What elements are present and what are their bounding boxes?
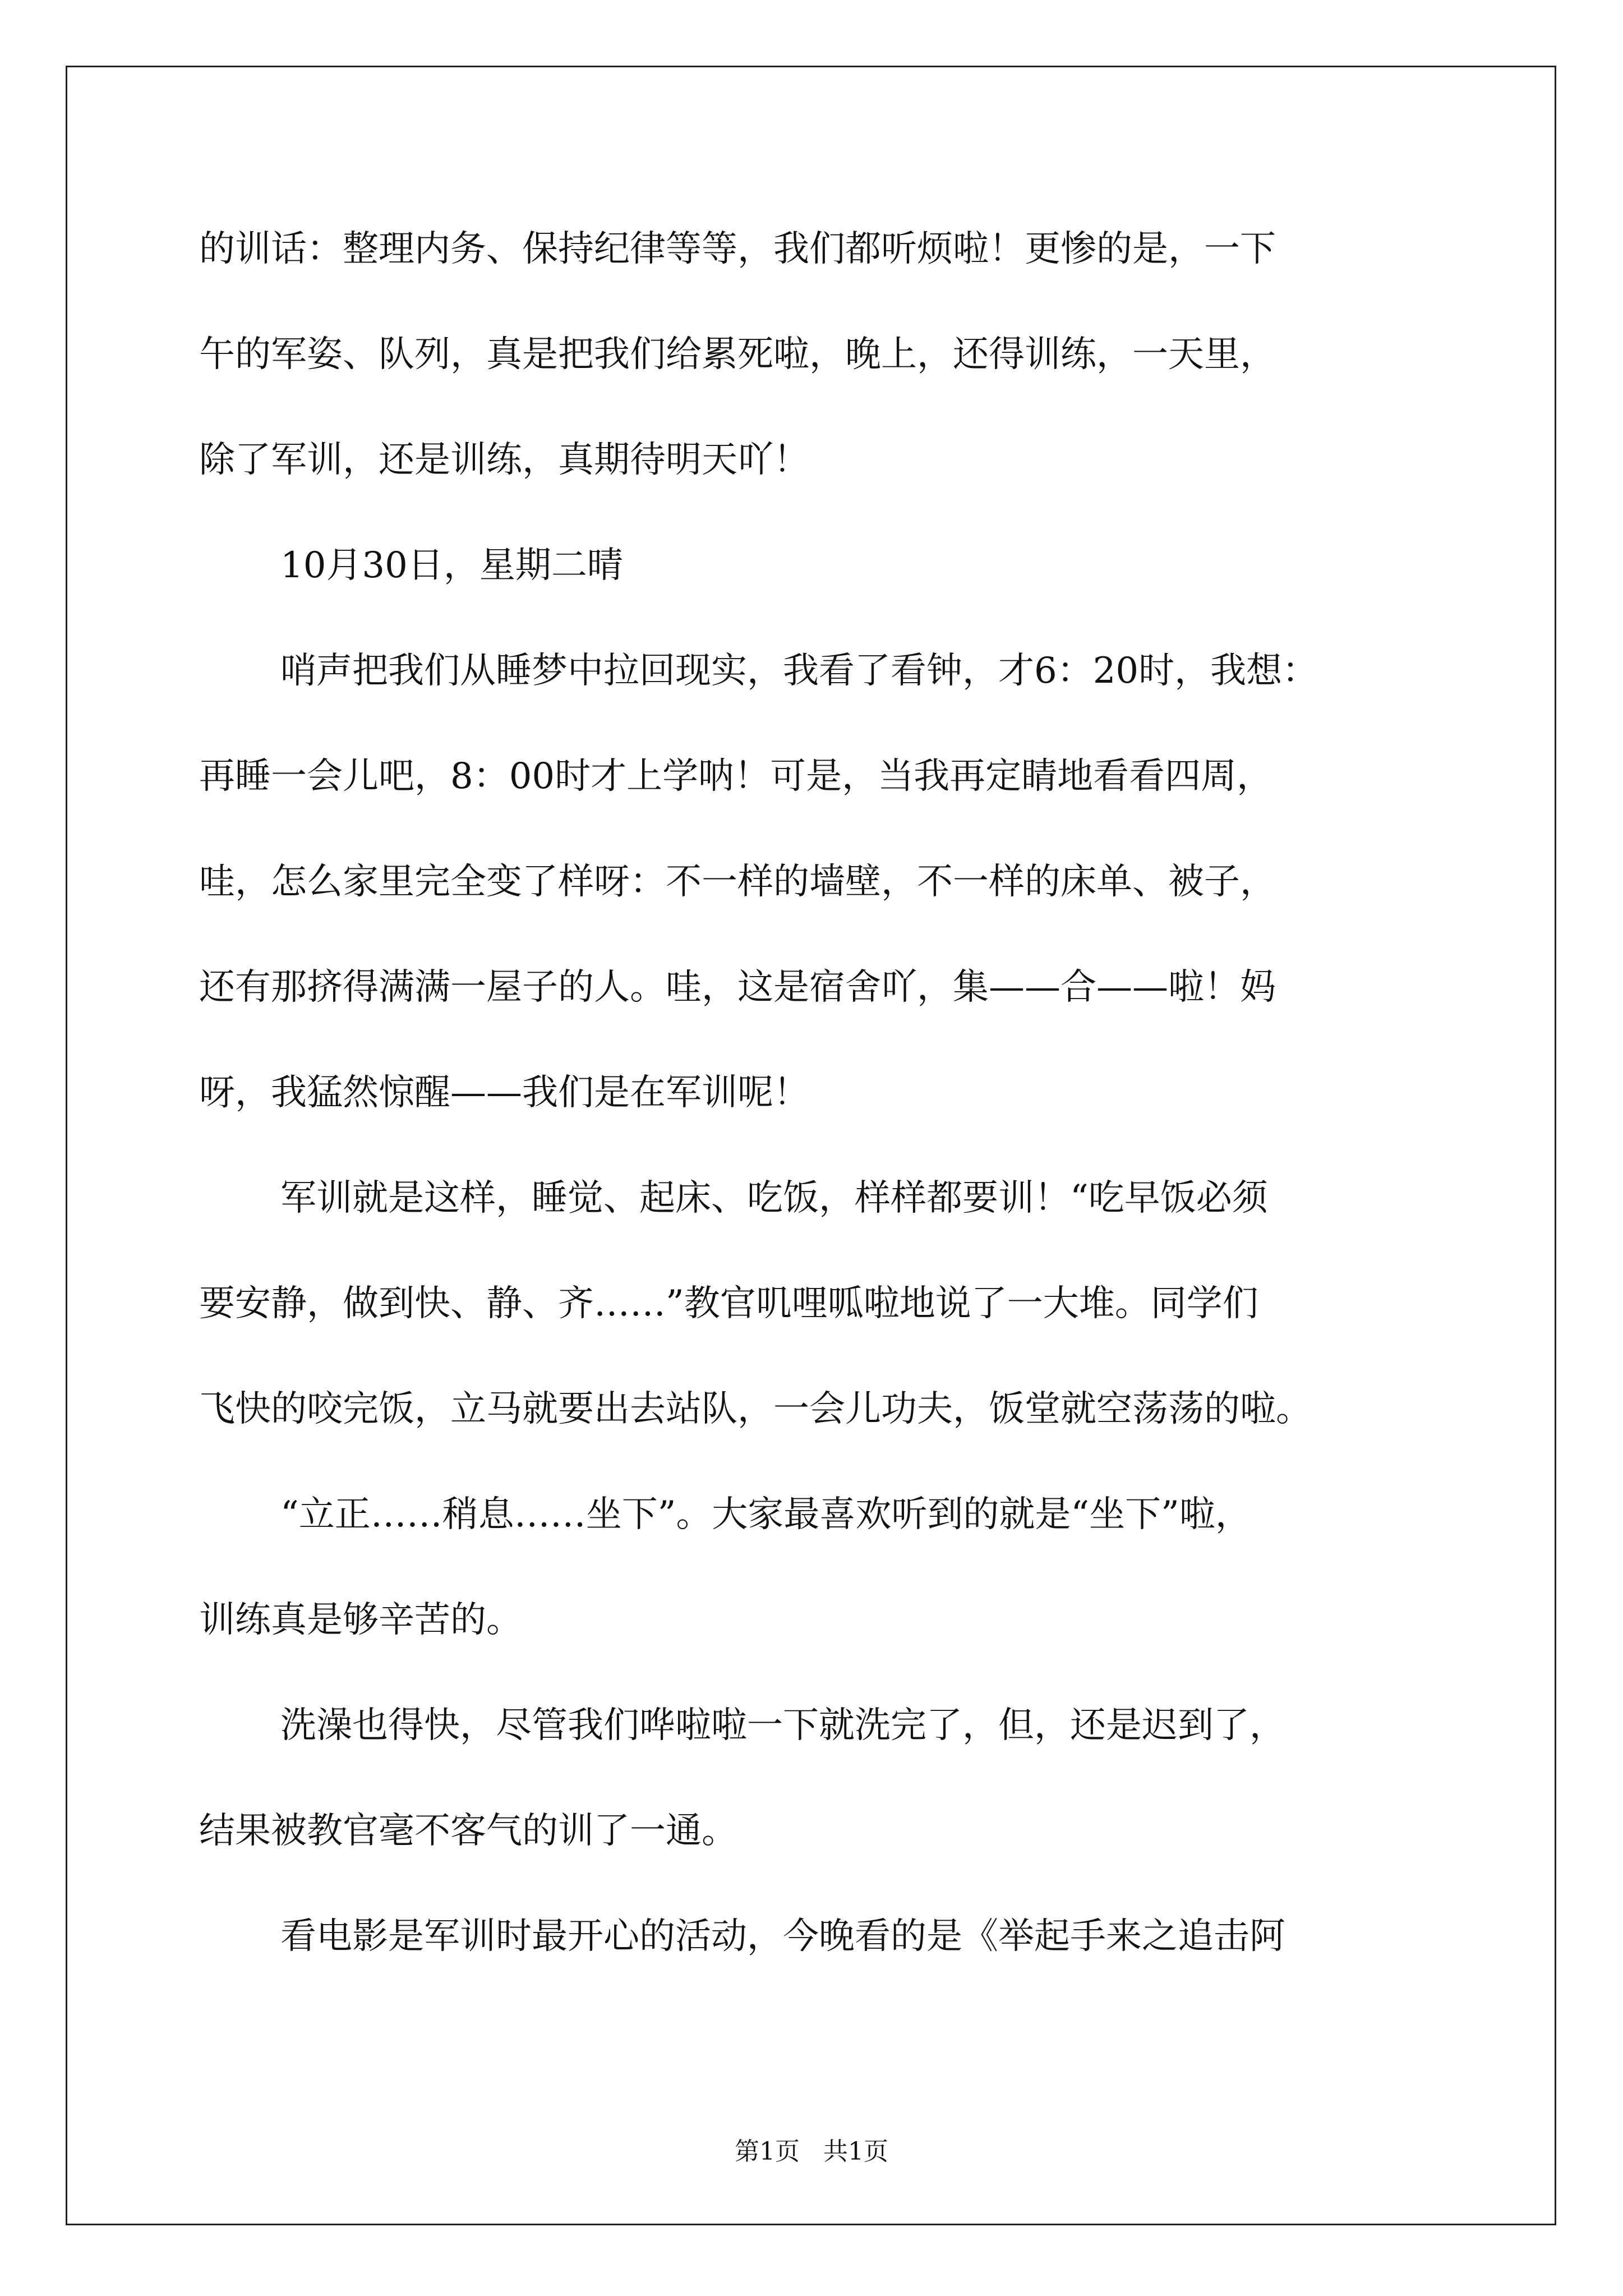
page-footer: 第1页 共1页 xyxy=(735,2137,888,2166)
text-line: 洗澡也得快，尽管我们哗啦啦一下就洗完了，但，还是迟到了， xyxy=(280,1705,1285,1746)
text-line: 的训话：整理内务、保持纪律等等，我们都听烦啦！更惨的是，一下 xyxy=(199,228,1276,270)
text-line: 飞快的咬完饭，立马就要出去站队，一会儿功夫，饭堂就空荡荡的啦。 xyxy=(199,1388,1312,1430)
text-line: 再睡一会儿吧，8：00时才上学呐！可是，当我再定睛地看看四周， xyxy=(199,756,1273,797)
text-line: 哨声把我们从睡梦中拉回现实，我看了看钟，才6：20时，我想： xyxy=(280,650,1318,692)
text-line: 看电影是军训时最开心的活动，今晚看的是《举起手来之追击阿 xyxy=(280,1916,1285,1957)
text-line: 呀，我猛然惊醒——我们是在军训呢！ xyxy=(199,1072,809,1114)
text-line: 午的军姿、队列，真是把我们给累死啦，晚上，还得训练，一天里， xyxy=(199,334,1276,375)
date-heading: 10月30日，星期二晴 xyxy=(280,545,623,586)
text-line: 结果被教官毫不客气的训了一通。 xyxy=(199,1810,737,1852)
text-line: 还有那挤得满满一屋子的人。哇，这是宿舍吖，集——合——啦！妈 xyxy=(199,967,1276,1008)
text-line: 哇，怎么家里完全变了样呀：不一样的墙壁，不一样的床单、被子， xyxy=(199,861,1276,903)
page-frame xyxy=(66,66,1556,2225)
text-line: 要安静，做到快、静、齐……”教官叽哩呱啦地说了一大堆。同学们 xyxy=(199,1283,1258,1324)
text-line: 除了军训，还是训练，真期待明天吖！ xyxy=(199,439,809,481)
text-line: “立正……稍息……坐下”。大家最喜欢听到的就是“坐下”啦， xyxy=(280,1494,1251,1535)
text-line: 训练真是够辛苦的。 xyxy=(199,1599,522,1641)
text-line: 军训就是这样，睡觉、起床、吃饭，样样都要训！“吃早饭必须 xyxy=(280,1177,1268,1219)
